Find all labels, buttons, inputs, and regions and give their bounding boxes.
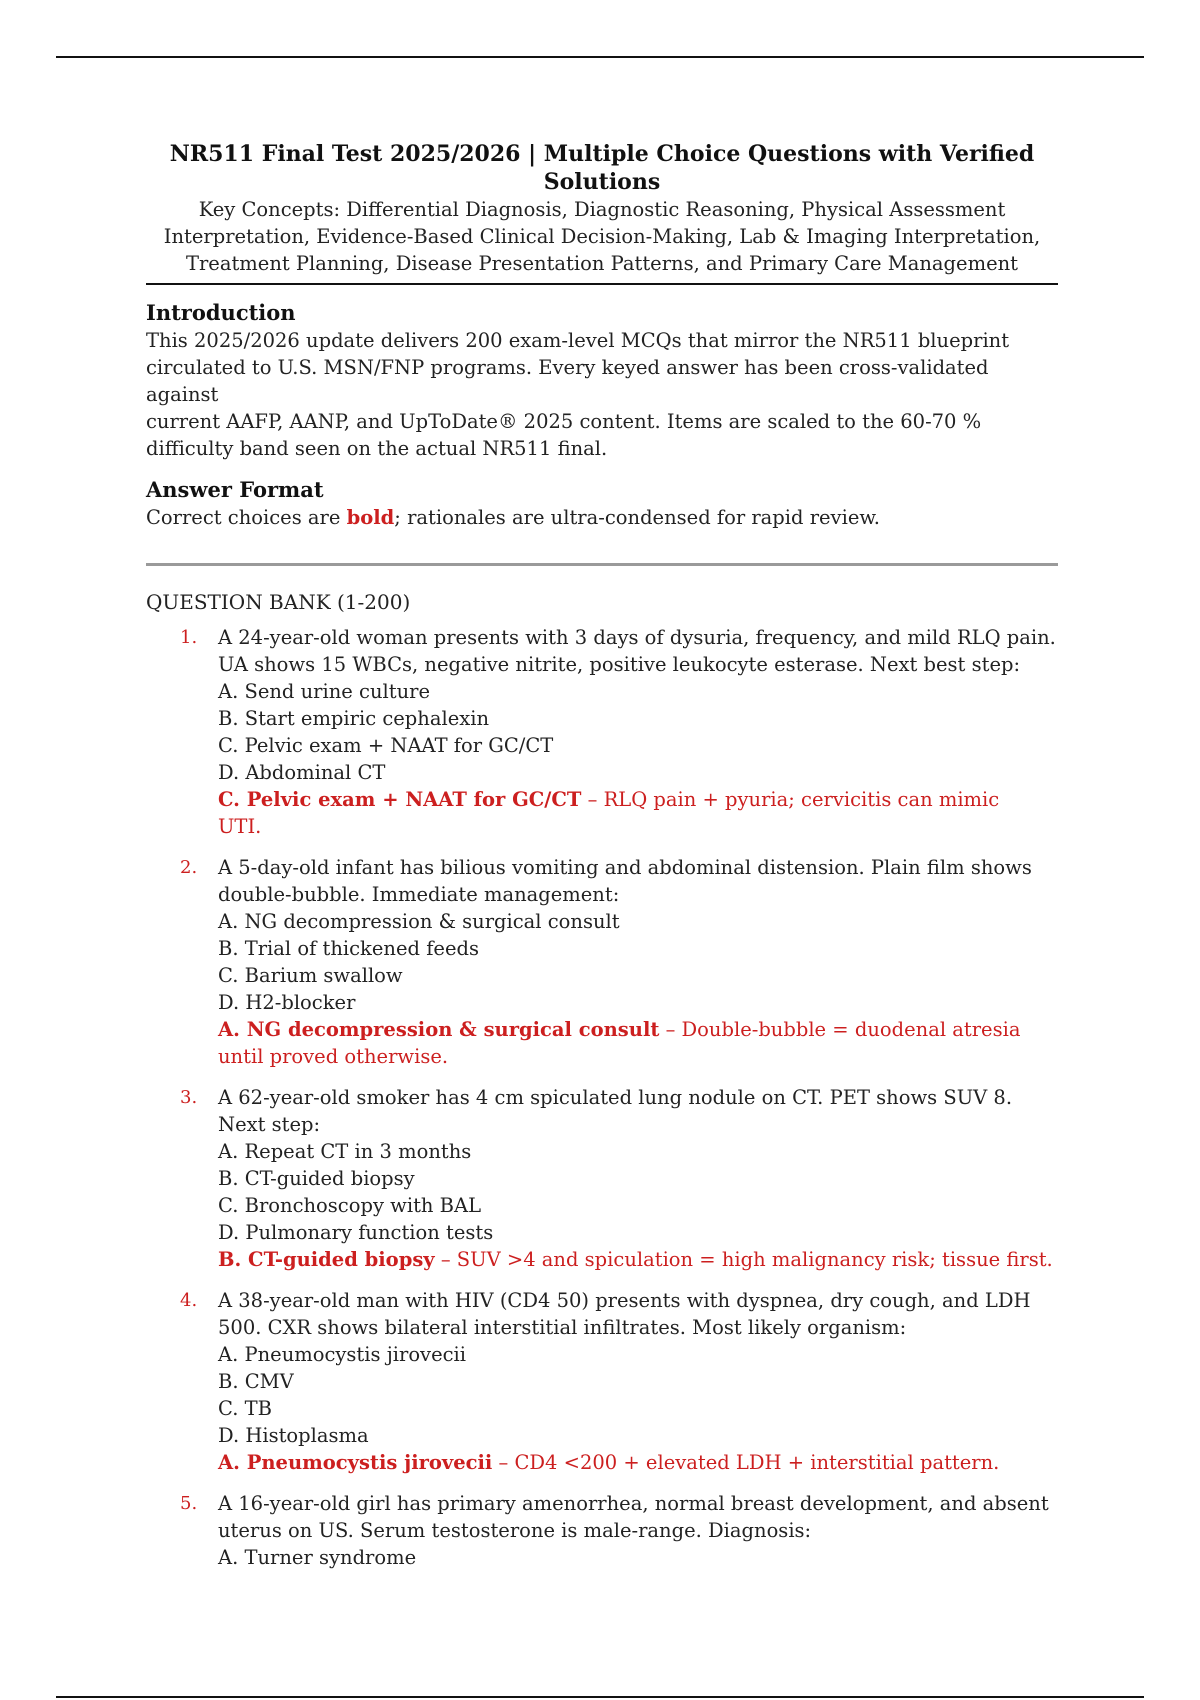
answer-rationale: – Double-bubble = duodenal atresia <box>659 1018 1021 1041</box>
introduction-heading: Introduction <box>146 300 296 325</box>
answer-choice: C. Pelvic exam + NAAT for GC/CT <box>218 788 582 811</box>
question-bank-title: QUESTION BANK (1-200) <box>146 590 411 614</box>
answer-option: B. Start empiric cephalexin <box>218 707 490 730</box>
answer-rationale: – RLQ pain + pyuria; cervicitis can mimic <box>581 788 1000 811</box>
answer-format-text <box>146 504 1058 531</box>
subtitle-line: Interpretation, Evidence-Based Clinical Decision-Making, Lab & Imaging Interpretation, <box>163 225 1041 248</box>
introduction-line: This 2025/2026 update delivers 200 exam-level MCQs that mirror the NR511 blueprint <box>146 329 1010 352</box>
answer-option: D. Abdominal CT <box>218 761 386 784</box>
answer-rationale: – CD4 <200 + elevated LDH + interstitial pattern. <box>492 1451 1000 1474</box>
answer-option: C. Bronchoscopy with BAL <box>218 1194 482 1217</box>
question-number: 3. <box>180 1087 198 1108</box>
answer-option: B. CT-guided biopsy <box>218 1167 415 1190</box>
question-number: 5. <box>180 1493 198 1514</box>
answer-choice: A. Pneumocystis jirovecii <box>218 1451 493 1474</box>
answer-option: A. Turner syndrome <box>218 1546 417 1569</box>
correct-answer <box>218 786 1058 813</box>
question-stem: A 5-day-old infant has bilious vomiting and abdominal distension. Plain film shows <box>218 856 1032 879</box>
answer-format-bold-word: bold <box>346 506 395 529</box>
bottom-rule <box>56 1696 1144 1698</box>
question-number: 4. <box>180 1290 198 1311</box>
correct-answer <box>218 1246 1058 1273</box>
answer-rationale: – SUV >4 and spiculation = high malignancy risk; tissue first. <box>434 1248 1053 1271</box>
answer-choice: B. CT-guided biopsy <box>218 1248 435 1271</box>
subtitle-line: Treatment Planning, Disease Presentation Patterns, and Primary Care Management <box>185 252 1019 275</box>
answer-option: C. TB <box>218 1397 272 1420</box>
answer-option: A. Send urine culture <box>218 680 431 703</box>
question-stem: Next step: <box>218 1113 321 1136</box>
correct-answer <box>218 1016 1058 1043</box>
question-stem: A 16-year-old girl has primary amenorrhea, normal breast development, and absent <box>218 1492 1049 1515</box>
question-number: 1. <box>180 627 198 648</box>
question-item <box>146 1490 1058 1571</box>
answer-choice: A. NG decompression & surgical consult <box>218 1018 660 1041</box>
answer-option: B. CMV <box>218 1370 294 1393</box>
answer-option: A. Repeat CT in 3 months <box>218 1140 472 1163</box>
section-divider <box>146 563 1058 566</box>
top-rule <box>56 56 1144 58</box>
question-stem: double-bubble. Immediate management: <box>218 883 620 906</box>
answer-format-heading: Answer Format <box>146 477 324 502</box>
question-stem: A 62-year-old smoker has 4 cm spiculated lung nodule on CT. PET shows SUV 8. <box>218 1086 1013 1109</box>
question-number: 2. <box>180 857 198 878</box>
answer-rationale-continued: until proved otherwise. <box>218 1045 449 1068</box>
answer-option: B. Trial of thickened feeds <box>218 937 479 960</box>
answer-option: A. NG decompression & surgical consult <box>218 910 620 933</box>
introduction-line: difficulty band seen on the actual NR511 final. <box>146 437 608 460</box>
answer-option: C. Pelvic exam + NAAT for GC/CT <box>218 734 554 757</box>
document-title: NR511 Final Test 2025/2026 | Multiple Choice Questions with Verified Solutions <box>169 141 1035 195</box>
answer-format-prefix: Correct choices are <box>146 506 347 529</box>
question-stem: A 24-year-old woman presents with 3 days of dysuria, frequency, and mild RLQ pain. <box>218 626 1056 649</box>
subtitle-line: Key Concepts: Differential Diagnosis, Diagnostic Reasoning, Physical Assessment <box>198 198 1006 221</box>
title-underline <box>146 283 1058 285</box>
answer-option: D. Histoplasma <box>218 1424 369 1447</box>
question-item <box>146 1084 1058 1273</box>
question-stem: A 38-year-old man with HIV (CD4 50) presents with dyspnea, dry cough, and LDH <box>218 1289 1031 1312</box>
question-list <box>146 624 1058 1571</box>
question-item <box>146 1287 1058 1476</box>
correct-answer <box>218 1449 1058 1476</box>
answer-option: A. Pneumocystis jirovecii <box>218 1343 467 1366</box>
answer-option: C. Barium swallow <box>218 964 403 987</box>
question-stem: 500. CXR shows bilateral interstitial infiltrates. Most likely organism: <box>218 1316 907 1339</box>
answer-option: D. Pulmonary function tests <box>218 1221 494 1244</box>
answer-option: D. H2-blocker <box>218 991 356 1014</box>
answer-format-suffix: ; rationales are ultra-condensed for rapid review. <box>394 506 880 529</box>
introduction-line: circulated to U.S. MSN/FNP programs. Every keyed answer has been cross-validated against <box>146 356 989 406</box>
question-item <box>146 624 1058 840</box>
document-page <box>146 140 1058 1585</box>
question-stem: UA shows 15 WBCs, negative nitrite, positive leukocyte esterase. Next best step: <box>218 653 1021 676</box>
question-stem: uterus on US. Serum testosterone is male-range. Diagnosis: <box>218 1519 812 1542</box>
answer-rationale-continued: UTI. <box>218 815 262 838</box>
question-item <box>146 854 1058 1070</box>
introduction-line: current AAFP, AANP, and UpToDate® 2025 content. Items are scaled to the 60-70 % <box>146 410 982 433</box>
